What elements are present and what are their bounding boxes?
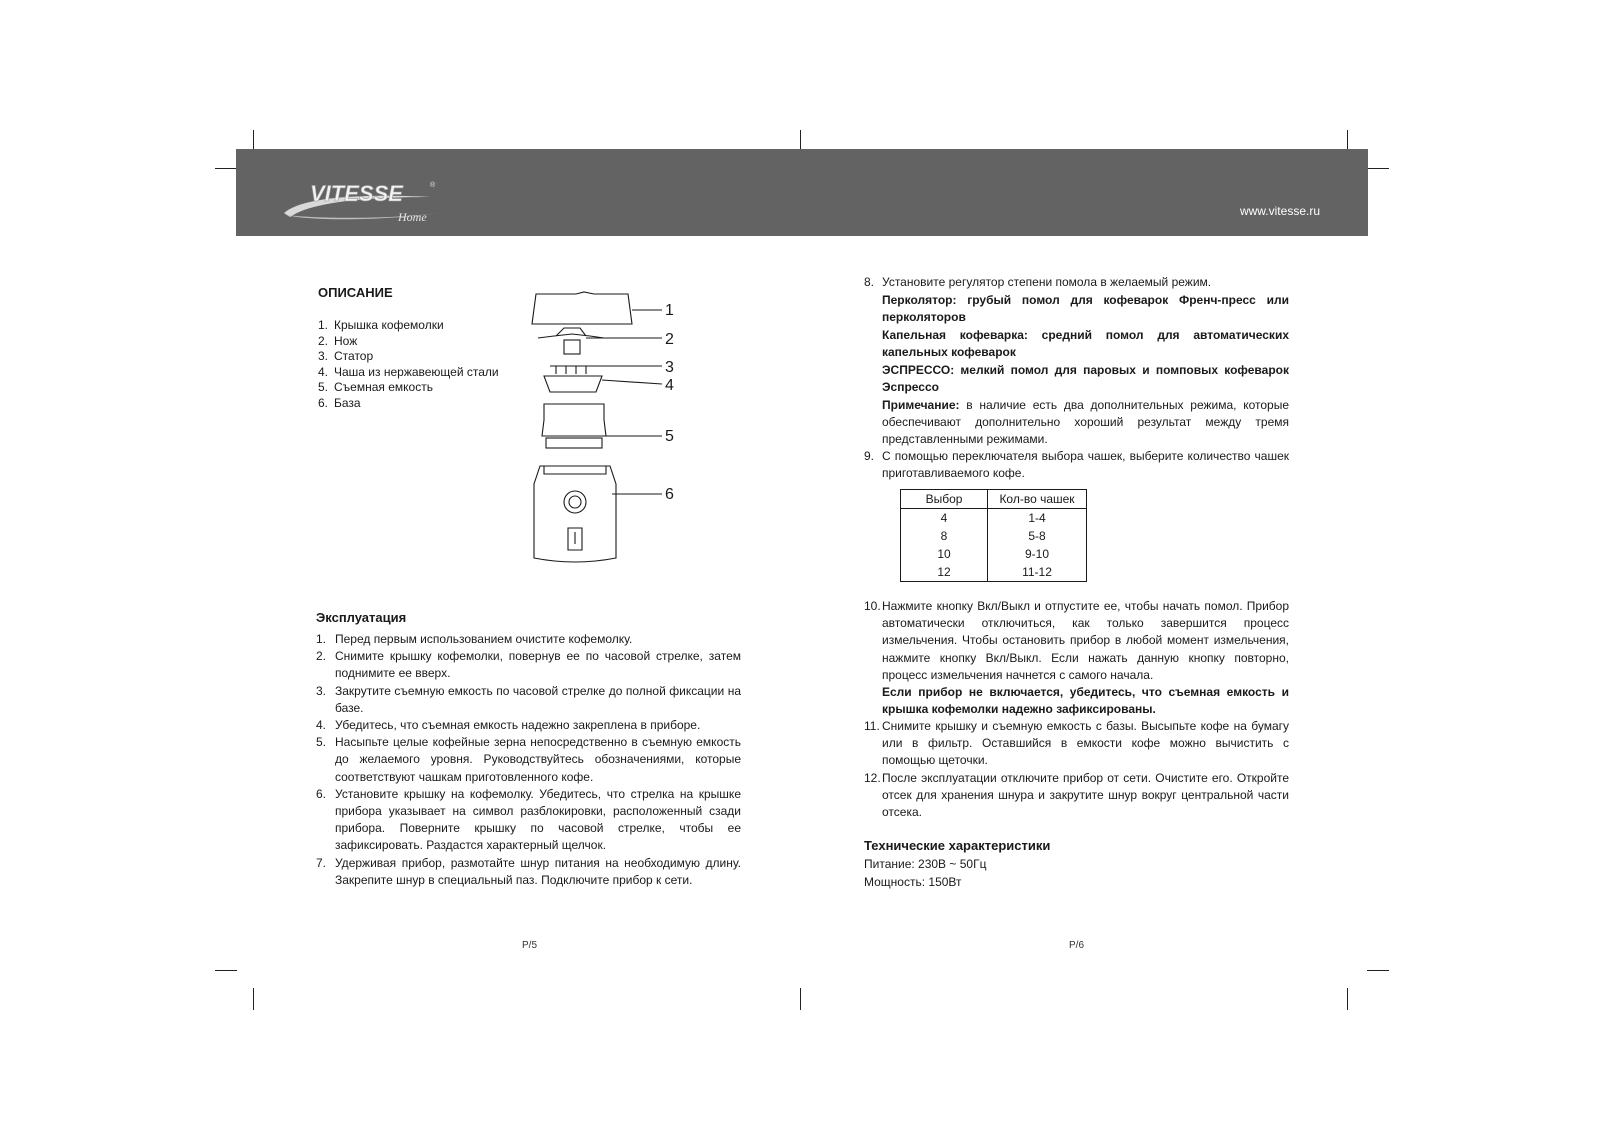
stator-shape xyxy=(550,366,600,374)
description-title: ОПИСАНИЕ xyxy=(318,285,393,300)
specs-title: Технические характеристики xyxy=(864,838,1051,853)
table-row: 8 5-8 xyxy=(901,527,1087,545)
note xyxy=(882,397,1289,449)
crop-mark xyxy=(215,168,237,169)
mode-percolator: Перколятор: грубый помол для кофеварок Френч-пресс или перколяторов xyxy=(882,293,1289,325)
mode-drip: Капельная кофеварка: средний помол для автоматических капельных кофеварок xyxy=(882,328,1289,360)
list-item: 12. После эксплуатации отключите прибор от сети. Очистите его. Откройте отсек для хранения шнура и закрутите шнур вокруг центральной части отсека. xyxy=(864,770,1289,820)
svg-text:®: ® xyxy=(430,182,436,189)
callout-5: 5 xyxy=(665,428,674,445)
list-item: 4. Чаша из нержавеющей стали xyxy=(318,364,499,379)
operation-steps xyxy=(316,631,741,889)
table-header: Выбор xyxy=(901,490,988,509)
callout-1: 1 xyxy=(665,302,674,319)
table-row: 12 11-12 xyxy=(901,563,1087,582)
list-item: 6. База xyxy=(318,395,361,410)
specs xyxy=(864,856,986,891)
list-item: 5. Насыпьте целые кофейные зерна непосредственно в съемную емкость до желаемого уровня. Руководствуйтесь обозначениями, которые соответствуют чашкам приготовленного кофе. xyxy=(316,735,741,784)
crop-mark xyxy=(800,988,801,1010)
callout-2: 2 xyxy=(665,331,674,348)
table-row: 10 9-10 xyxy=(901,545,1087,563)
crop-mark xyxy=(253,130,254,150)
note-label: Примечание: xyxy=(882,398,960,412)
crop-mark xyxy=(1347,130,1348,150)
logo-wordmark: VITESSE xyxy=(310,181,403,206)
list-item: 3. Закрутите съемную емкость по часовой стрелке до полной фиксации на базе. xyxy=(316,683,741,715)
step10-warning: Если прибор не включается, убедитесь, что съемная емкость и крышка кофемолки надежно зафиксированы. xyxy=(882,685,1289,717)
list-item: 1. Перед первым использованием очистите кофемолку. xyxy=(316,632,633,646)
crop-mark xyxy=(1347,988,1348,1010)
page-number-right: P/6 xyxy=(1069,940,1085,951)
lid-shape xyxy=(532,292,632,324)
crop-mark xyxy=(253,988,254,1010)
crop-mark xyxy=(1367,168,1389,169)
spec-power: Мощность: 150Вт xyxy=(864,874,962,889)
list-item: 5. Съемная емкость xyxy=(318,380,433,394)
header-bar xyxy=(236,149,1368,236)
list-item: 10. Нажмите кнопку Вкл/Выкл и отпустите ее, чтобы начать помол. Прибор автоматически отключиться, как только завершится процесс измельчения. Чтобы остановить прибор в любой момент измельчения, нажмите кнопку Вкл/Выкл. Если нажать данную кнопку повторно, процесс измельчения начнется с самого начала. xyxy=(864,599,1289,682)
callout-6: 6 xyxy=(665,486,674,503)
callout-3: 3 xyxy=(665,359,674,376)
grind-steps xyxy=(864,274,1289,291)
site-url[interactable]: www.vitesse.ru xyxy=(1239,204,1320,218)
container-shape xyxy=(542,404,606,436)
grinder-exploded-diagram xyxy=(520,288,680,588)
crop-mark xyxy=(215,970,237,971)
callout-4: 4 xyxy=(665,377,674,394)
final-steps xyxy=(864,718,1289,821)
crop-mark xyxy=(800,130,801,150)
vitesse-logo xyxy=(280,177,448,227)
table-header: Кол-во чашек xyxy=(988,490,1087,509)
operation-title: Эксплуатация xyxy=(316,610,407,625)
mode-espresso: ЭСПРЕССО: мелкий помол для паровых и помповых кофеварок Эспрессо xyxy=(882,363,1289,395)
list-item: 4. Убедитесь, что съемная емкость надежно закреплена в приборе. xyxy=(316,718,701,733)
list-item: 9. С помощью переключателя выбора чашек, выберите количество чашек приготавливаемого кофе. xyxy=(864,449,1289,481)
list-item: 1. Крышка кофемолки xyxy=(318,318,444,332)
list-item: 7. Удерживая прибор, размотайте шнур питания на необходимую длину. Закрепите шнур в специальный паз. Подключите прибор к сети. xyxy=(316,855,741,887)
blade-shape xyxy=(538,328,604,338)
logo-sub: Home xyxy=(398,210,427,224)
list-item: 3. Статор xyxy=(318,349,374,363)
cups-step xyxy=(864,448,1289,482)
cups-table xyxy=(900,489,1087,582)
dial-shape xyxy=(564,491,586,513)
table-header-row xyxy=(901,490,1087,509)
table-row: 4 1-4 xyxy=(901,509,1087,528)
page-number-left: P/5 xyxy=(522,940,538,951)
bowl-shape xyxy=(544,376,602,392)
list-item: 2. Снимите крышку кофемолки, повернув ее по часовой стрелке, затем поднимите ее вверх. xyxy=(316,649,741,681)
run-steps xyxy=(864,598,1289,684)
crop-mark xyxy=(1367,970,1389,971)
base-shape xyxy=(534,466,616,562)
parts-list xyxy=(318,318,499,411)
list-item: 11. Снимите крышку и съемную емкость с базы. Высыпьте кофе на бумагу или в фильтр. Оставшийся в емкости кофе можно вычистить с помощью щеточки. xyxy=(864,719,1289,768)
list-item: 2. Нож xyxy=(318,333,358,348)
list-item: 8. Установите регулятор степени помола в желаемый режим. xyxy=(864,275,1212,289)
spec-power-supply: Питание: 230В ~ 50Гц xyxy=(864,857,987,871)
list-item: 6. Установите крышку на кофемолку. Убедитесь, что стрелка на крышке прибора указывает на символ разблокировки, расположенный сзади прибора. Поверните крышку по часовой стрелке, чтобы ее зафиксировать. Раздастся характерный щелчок. xyxy=(316,786,741,853)
note-text: в наличие есть два дополнительных режима, которые обеспечивают дополнительно хороший результат между тремя представленными режимами. xyxy=(882,398,1289,447)
